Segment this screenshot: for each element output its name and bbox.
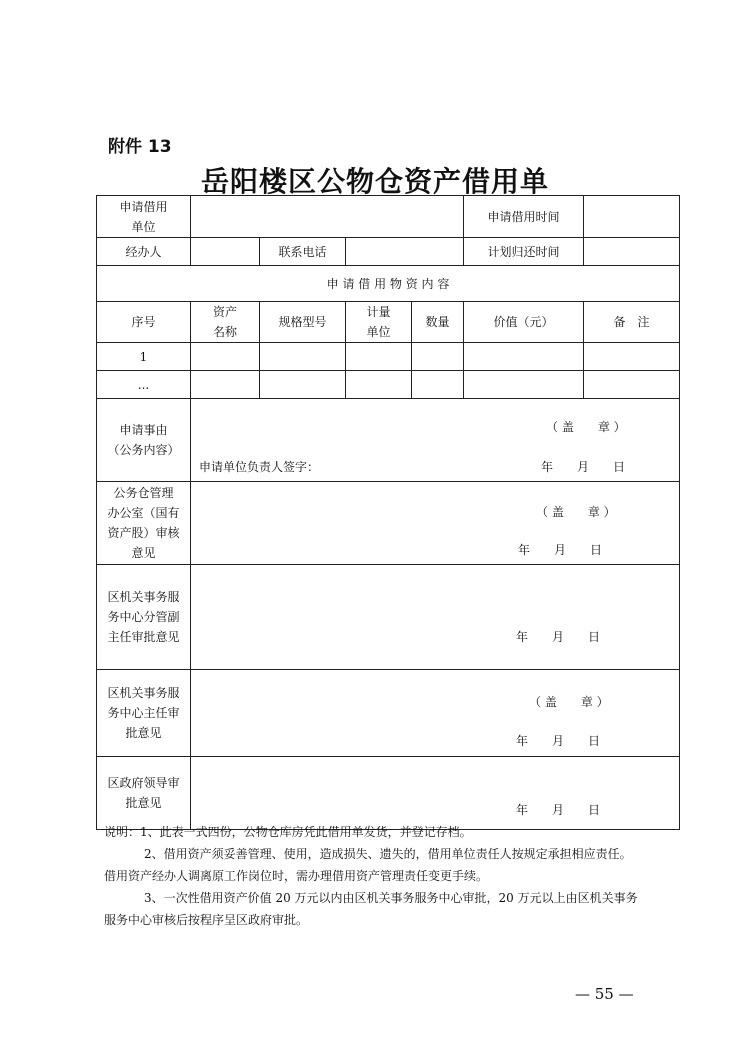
phone-field[interactable] [346, 238, 464, 266]
asset-borrow-form [96, 195, 680, 830]
row-cell[interactable] [584, 343, 680, 371]
date-label: 年 月 日 [518, 543, 603, 557]
leader-label: 区政府领导审 批意见 [97, 757, 191, 830]
leader-field[interactable] [191, 757, 680, 830]
row-cell[interactable] [584, 371, 680, 399]
return-time-label: 计划归还时间 [464, 238, 584, 266]
row-seq: 1 [97, 343, 191, 371]
date-label: 年 月 日 [516, 803, 601, 817]
row-cell[interactable] [260, 343, 346, 371]
col-asset-name: 资产 名称 [191, 302, 260, 343]
director-field[interactable] [191, 670, 680, 757]
row-cell[interactable] [412, 343, 464, 371]
row-cell[interactable] [464, 343, 584, 371]
note-2: 2、借用资产须妥善管理、使用，造成损失、遗失的，借用单位责任人按规定承担相应责任。 [144, 847, 632, 861]
col-seq: 序号 [97, 302, 191, 343]
handler-field[interactable] [191, 238, 260, 266]
office-label: 公务仓管理 办公室（国有 资产股）审核 意见 [97, 482, 191, 565]
date-label: 年 月 日 [541, 460, 626, 474]
row-seq: ... [97, 371, 191, 399]
applicant-unit-field[interactable] [191, 196, 464, 238]
date-label: 年 月 日 [516, 630, 601, 644]
row-cell[interactable] [412, 371, 464, 399]
stamp-mark: （ 盖 章 ） [529, 695, 609, 709]
return-time-field[interactable] [584, 238, 680, 266]
stamp-mark: （ 盖 章 ） [546, 420, 626, 434]
note-2-cont: 借用资产经办人调离原工作岗位时，需办理借用资产管理责任变更手续。 [104, 869, 489, 883]
notes [104, 821, 689, 931]
col-spec: 规格型号 [260, 302, 346, 343]
date-label: 年 月 日 [516, 734, 601, 748]
table-row [97, 371, 680, 399]
stamp-mark: （ 盖 章 ） [536, 505, 616, 519]
note-3-cont: 服务中心审核后按程序呈区政府审批。 [104, 913, 309, 927]
handler-label: 经办人 [97, 238, 191, 266]
phone-label: 联系电话 [260, 238, 346, 266]
col-qty: 数量 [412, 302, 464, 343]
reason-field[interactable] [191, 399, 680, 482]
note-1: 说明：1、此表一式四份，公物仓库房凭此借用单发货，并登记存档。 [104, 825, 472, 839]
col-value: 价值（元） [464, 302, 584, 343]
table-row [97, 343, 680, 371]
deputy-label: 区机关事务服 务中心分管副 主任审批意见 [97, 565, 191, 670]
apply-time-field[interactable] [584, 196, 680, 238]
col-unit: 计量 单位 [346, 302, 412, 343]
row-cell[interactable] [191, 343, 260, 371]
director-label: 区机关事务服 务中心主任审 批意见 [97, 670, 191, 757]
attachment-label: 附件 13 [108, 137, 172, 157]
page-title: 岳阳楼区公物仓资产借用单 [200, 165, 549, 198]
row-cell[interactable] [260, 371, 346, 399]
apply-time-label: 申请借用时间 [464, 196, 584, 238]
applicant-unit-label: 申请借用 单位 [97, 196, 191, 238]
office-field[interactable] [191, 482, 680, 565]
signature-label: 申请单位负责人签字： [199, 460, 320, 474]
col-remark: 备 注 [584, 302, 680, 343]
page-number: — 55 — [575, 985, 634, 1003]
note-3: 3、一次性借用资产价值 20 万元以内由区机关事务服务中心审批，20 万元以上由区机关事务 [144, 891, 638, 905]
row-cell[interactable] [191, 371, 260, 399]
reason-label: 申请事由 （公务内容） [97, 399, 191, 482]
row-cell[interactable] [346, 343, 412, 371]
section-header: 申 请 借 用 物 资 内 容 [97, 266, 680, 302]
row-cell[interactable] [464, 371, 584, 399]
deputy-field[interactable] [191, 565, 680, 670]
row-cell[interactable] [346, 371, 412, 399]
